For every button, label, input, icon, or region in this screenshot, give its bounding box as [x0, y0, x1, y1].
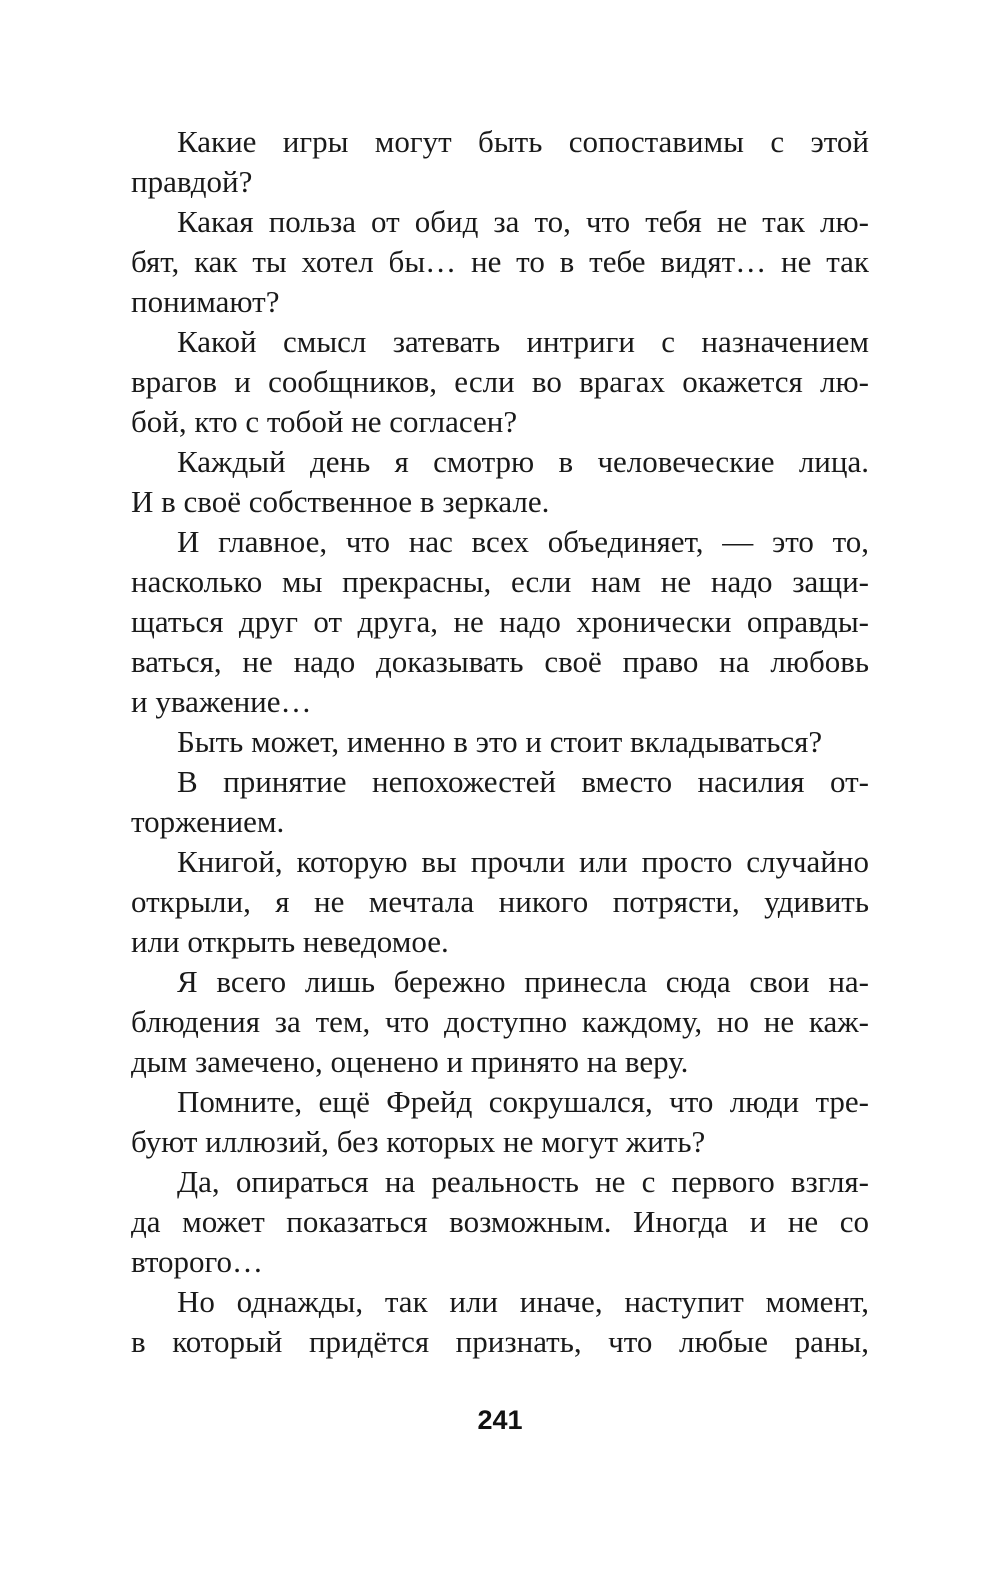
- text-line: торжением.: [131, 804, 285, 839]
- text-line: И в своё собственное в зеркале.: [131, 484, 550, 519]
- text-line: открыли, я не мечтала никого потрясти, удивить: [131, 884, 869, 919]
- text-line: Я всего лишь бережно принесла сюда свои на-: [177, 964, 869, 999]
- text-line: Какой смысл затевать интриги с назначением: [177, 324, 869, 359]
- body-text: [131, 122, 869, 1362]
- text-line: врагов и сообщников, если во врагах окажется лю-: [131, 364, 869, 399]
- paragraph: [131, 722, 869, 762]
- paragraph: [131, 442, 869, 522]
- text-line: И главное, что нас всех объединяет, — это то,: [177, 524, 869, 559]
- text-line: В принятие непохожестей вместо насилия от-: [177, 764, 869, 799]
- text-line: насколько мы прекрасны, если нам не надо защи-: [131, 564, 869, 599]
- paragraph: [131, 122, 869, 202]
- paragraph: [131, 842, 869, 962]
- paragraph: [131, 1282, 869, 1362]
- text-line: понимают?: [131, 284, 280, 319]
- text-line: Каждый день я смотрю в человеческие лица.: [177, 444, 869, 479]
- text-line: или открыть неведомое.: [131, 924, 449, 959]
- text-line: Быть может, именно в это и стоит вкладываться?: [177, 724, 823, 759]
- text-line: Да, опираться на реальность не с первого взгля-: [177, 1164, 869, 1199]
- page-number: 241: [477, 1405, 523, 1435]
- paragraph: [131, 1162, 869, 1282]
- text-line: Какие игры могут быть сопоставимы с этой: [177, 124, 869, 159]
- text-line: Книгой, которую вы прочли или просто случайно: [177, 844, 869, 879]
- text-line: правдой?: [131, 164, 253, 199]
- text-line: бой, кто с тобой не согласен?: [131, 404, 518, 439]
- text-line: дым замечено, оценено и принято на веру.: [131, 1044, 689, 1079]
- text-line: блюдения за тем, что доступно каждому, но не каж-: [131, 1004, 869, 1039]
- text-line: Помните, ещё Фрейд сокрушался, что люди тре-: [177, 1084, 869, 1119]
- text-line: буют иллюзий, без которых не могут жить?: [131, 1124, 706, 1159]
- text-line: в который придётся признать, что любые раны,: [131, 1324, 869, 1359]
- paragraph: [131, 762, 869, 842]
- paragraph: [131, 1082, 869, 1162]
- paragraph: [131, 322, 869, 442]
- paragraph: [131, 522, 869, 722]
- paragraph: [131, 962, 869, 1082]
- text-line: Но однажды, так или иначе, наступит момент,: [177, 1284, 869, 1319]
- text-line: ваться, не надо доказывать своё право на любовь: [131, 644, 869, 679]
- text-line: Какая польза от обид за то, что тебя не так лю-: [177, 204, 869, 239]
- text-line: да может показаться возможным. Иногда и не со: [131, 1204, 869, 1239]
- text-line: щаться друг от друга, не надо хронически оправды-: [131, 604, 869, 639]
- text-line: второго…: [131, 1244, 263, 1279]
- paragraph: [131, 202, 869, 322]
- text-line: бят, как ты хотел бы… не то в тебе видят… не так: [131, 244, 869, 279]
- text-line: и уважение…: [131, 684, 312, 719]
